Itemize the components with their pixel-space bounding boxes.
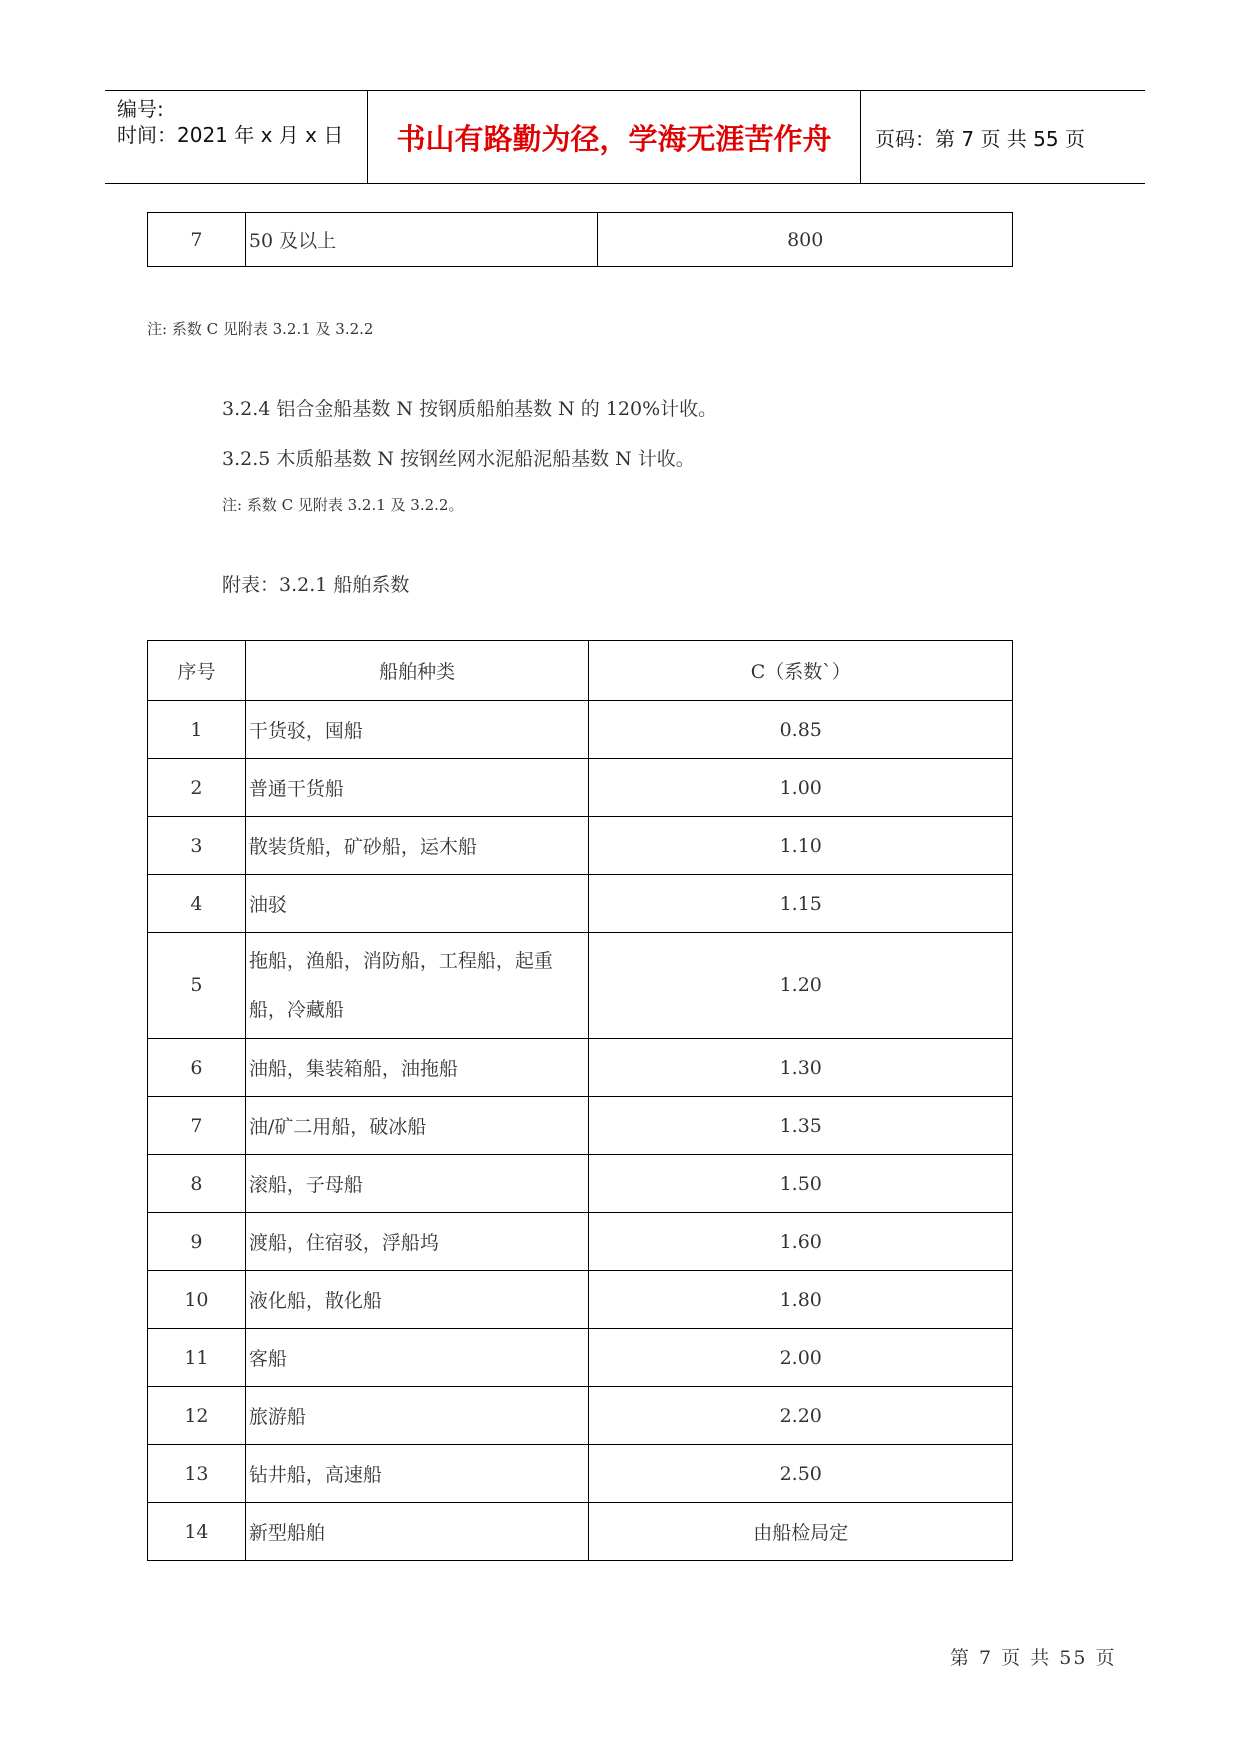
header-index: 序号 <box>148 641 246 701</box>
row-coefficient: 2.20 <box>589 1387 1013 1445</box>
header-motto: 书山有路勤为径，学海无涯苦作舟 <box>368 91 861 183</box>
row-type: 渡船，住宿驳，浮船坞 <box>245 1213 589 1271</box>
row-coefficient: 1.60 <box>589 1213 1013 1271</box>
row-type: 干货驳，囤船 <box>245 701 589 759</box>
row-index: 10 <box>148 1271 246 1329</box>
row-value: 800 <box>598 213 1013 267</box>
table-row <box>148 875 1013 933</box>
row-index: 14 <box>148 1503 246 1561</box>
row-type: 油/矿二用船，破冰船 <box>245 1097 589 1155</box>
paragraph-3-2-5: 3.2.5 木质船基数 N 按钢丝网水泥船泥船基数 N 计收。 <box>222 448 695 470</box>
row-index: 7 <box>148 1097 246 1155</box>
row-type: 普通干货船 <box>245 759 589 817</box>
row-index: 6 <box>148 1039 246 1097</box>
row-range: 50 及以上 <box>245 213 598 267</box>
table-row <box>148 1503 1013 1561</box>
table-row <box>148 817 1013 875</box>
table-row <box>148 213 1013 267</box>
row-index: 8 <box>148 1155 246 1213</box>
table-row <box>148 1445 1013 1503</box>
row-coefficient: 由船检局定 <box>589 1503 1013 1561</box>
row-coefficient: 1.10 <box>589 817 1013 875</box>
row-index: 2 <box>148 759 246 817</box>
page-header <box>105 90 1145 184</box>
row-type: 油驳 <box>245 875 589 933</box>
row-coefficient: 1.80 <box>589 1271 1013 1329</box>
page-footer: 第 7 页 共 55 页 <box>950 1647 1117 1669</box>
row-type: 旅游船 <box>245 1387 589 1445</box>
appendix-title: 附表：3.2.1 船舶系数 <box>222 574 410 596</box>
table-row <box>148 1213 1013 1271</box>
row-coefficient: 1.50 <box>589 1155 1013 1213</box>
row-coefficient: 1.20 <box>589 933 1013 1039</box>
table-row <box>148 1155 1013 1213</box>
row-coefficient: 0.85 <box>589 701 1013 759</box>
row-index: 7 <box>148 213 246 267</box>
continued-table <box>147 212 1013 267</box>
row-index: 3 <box>148 817 246 875</box>
table-row <box>148 1329 1013 1387</box>
note-1: 注: 系数 C 见附表 3.2.1 及 3.2.2 <box>147 320 374 338</box>
header-coefficient: C（系数`） <box>589 641 1013 701</box>
row-index: 5 <box>148 933 246 1039</box>
time-label: 时间：2021 年 x 月 x 日 <box>117 123 344 147</box>
table-row <box>148 1039 1013 1097</box>
row-type: 客船 <box>245 1329 589 1387</box>
row-index: 4 <box>148 875 246 933</box>
row-index: 9 <box>148 1213 246 1271</box>
header-meta <box>105 91 368 183</box>
header-page-info: 页码：第 7 页 共 55 页 <box>875 126 1085 151</box>
note-2: 注: 系数 C 见附表 3.2.1 及 3.2.2。 <box>222 496 464 514</box>
header-type: 船舶种类 <box>245 641 589 701</box>
row-index: 11 <box>148 1329 246 1387</box>
table-row <box>148 1387 1013 1445</box>
row-coefficient: 1.30 <box>589 1039 1013 1097</box>
row-type: 拖船，渔船，消防船，工程船，起重船，冷藏船 <box>245 933 589 1039</box>
table-row <box>148 1271 1013 1329</box>
paragraph-3-2-4: 3.2.4 铝合金船基数 N 按钢质船舶基数 N 的 120%计收。 <box>222 398 718 420</box>
row-coefficient: 1.00 <box>589 759 1013 817</box>
row-type: 钻井船，高速船 <box>245 1445 589 1503</box>
row-index: 1 <box>148 701 246 759</box>
row-type: 滚船，子母船 <box>245 1155 589 1213</box>
table-header-row <box>148 641 1013 701</box>
row-coefficient: 2.00 <box>589 1329 1013 1387</box>
row-index: 12 <box>148 1387 246 1445</box>
table-row <box>148 701 1013 759</box>
table-row <box>148 1097 1013 1155</box>
row-type: 新型船舶 <box>245 1503 589 1561</box>
row-type: 散装货船，矿砂船，运木船 <box>245 817 589 875</box>
number-label: 编号: <box>117 97 164 121</box>
table-row <box>148 933 1013 1039</box>
row-type: 液化船，散化船 <box>245 1271 589 1329</box>
row-type: 油船，集装箱船，油拖船 <box>245 1039 589 1097</box>
row-coefficient: 2.50 <box>589 1445 1013 1503</box>
row-coefficient: 1.15 <box>589 875 1013 933</box>
ship-coefficient-table <box>147 640 1013 1561</box>
table-row <box>148 759 1013 817</box>
row-coefficient: 1.35 <box>589 1097 1013 1155</box>
row-index: 13 <box>148 1445 246 1503</box>
